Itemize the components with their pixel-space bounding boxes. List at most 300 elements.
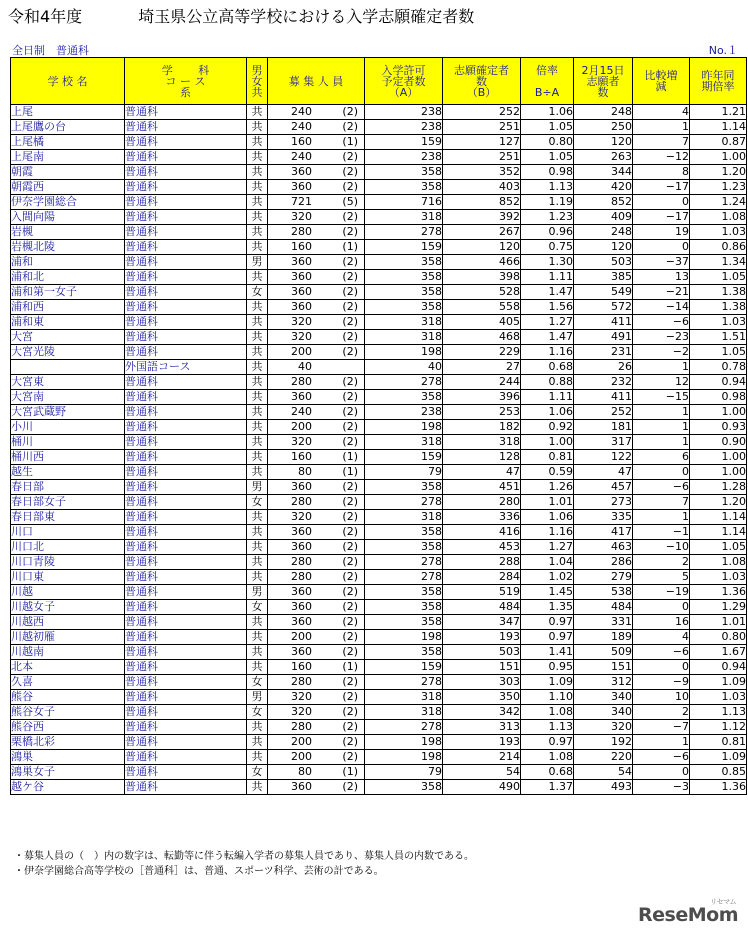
ratio: 1.05 bbox=[521, 120, 574, 135]
prev-ratio: 1.36 bbox=[690, 585, 747, 600]
diff-count: 4 bbox=[633, 105, 690, 120]
ratio: 1.16 bbox=[521, 525, 574, 540]
transfer-capacity: (2) bbox=[342, 375, 358, 388]
prev-ratio: 1.00 bbox=[690, 450, 747, 465]
prev-ratio: 1.14 bbox=[690, 525, 747, 540]
admit-count: 318 bbox=[365, 705, 443, 720]
capacity bbox=[268, 135, 365, 150]
course-name: 普通科 bbox=[125, 780, 247, 795]
ratio: 1.09 bbox=[521, 675, 574, 690]
admit-count: 278 bbox=[365, 555, 443, 570]
ratio: 1.13 bbox=[521, 180, 574, 195]
school-name: 浦和第一女子 bbox=[11, 285, 125, 300]
footnote: ・募集人員の（ ）内の数字は、転勤等に伴う転編入学者の募集人員であり、募集人員の内数である。 bbox=[14, 851, 474, 862]
school-name: 川越女子 bbox=[11, 600, 125, 615]
school-name: 小川 bbox=[11, 420, 125, 435]
course-name: 普通科 bbox=[125, 330, 247, 345]
applicant-count: 193 bbox=[443, 630, 521, 645]
course-name: 普通科 bbox=[125, 690, 247, 705]
course-name: 普通科 bbox=[125, 405, 247, 420]
capacity-value: 360 bbox=[291, 540, 312, 553]
admit-count: 358 bbox=[365, 285, 443, 300]
admit-count: 159 bbox=[365, 660, 443, 675]
ratio: 1.08 bbox=[521, 705, 574, 720]
admit-count: 358 bbox=[365, 165, 443, 180]
sex-type: 共 bbox=[247, 210, 268, 225]
applicant-count: 244 bbox=[443, 375, 521, 390]
table-row bbox=[11, 465, 747, 480]
sex-type: 共 bbox=[247, 180, 268, 195]
prev-ratio: 1.08 bbox=[690, 555, 747, 570]
sex-type: 共 bbox=[247, 195, 268, 210]
admit-count: 318 bbox=[365, 210, 443, 225]
diff-count: 4 bbox=[633, 630, 690, 645]
capacity bbox=[268, 540, 365, 555]
table-row bbox=[11, 345, 747, 360]
admit-count: 716 bbox=[365, 195, 443, 210]
transfer-capacity: (2) bbox=[342, 315, 358, 328]
logo-text: ReseMom bbox=[638, 904, 738, 926]
capacity-value: 360 bbox=[291, 165, 312, 178]
sex-type: 男 bbox=[247, 480, 268, 495]
prev-ratio: 1.03 bbox=[690, 315, 747, 330]
course-name: 普通科 bbox=[125, 165, 247, 180]
admit-count: 278 bbox=[365, 570, 443, 585]
diff-count: 12 bbox=[633, 375, 690, 390]
course-name: 外国語コース bbox=[125, 360, 247, 375]
school-name: 川越西 bbox=[11, 615, 125, 630]
capacity bbox=[268, 375, 365, 390]
ratio: 1.05 bbox=[521, 150, 574, 165]
transfer-capacity: (2) bbox=[342, 105, 358, 118]
capacity bbox=[268, 330, 365, 345]
capacity-value: 360 bbox=[291, 300, 312, 313]
capacity bbox=[268, 585, 365, 600]
diff-count: −19 bbox=[633, 585, 690, 600]
header-row bbox=[11, 58, 747, 105]
applicant-count: 350 bbox=[443, 690, 521, 705]
capacity-value: 40 bbox=[298, 360, 312, 373]
diff-count: −6 bbox=[633, 645, 690, 660]
feb15-count: 120 bbox=[574, 240, 633, 255]
table-row bbox=[11, 225, 747, 240]
transfer-capacity: (2) bbox=[342, 405, 358, 418]
ratio: 1.11 bbox=[521, 390, 574, 405]
admit-count: 318 bbox=[365, 330, 443, 345]
applicant-count: 182 bbox=[443, 420, 521, 435]
school-name bbox=[11, 360, 125, 375]
school-name: 岩槻北陵 bbox=[11, 240, 125, 255]
ratio: 1.27 bbox=[521, 540, 574, 555]
ratio: 0.59 bbox=[521, 465, 574, 480]
ratio: 1.04 bbox=[521, 555, 574, 570]
capacity bbox=[268, 105, 365, 120]
school-name: 大宮南 bbox=[11, 390, 125, 405]
capacity bbox=[268, 630, 365, 645]
diff-count: −3 bbox=[633, 780, 690, 795]
diff-count: 1 bbox=[633, 420, 690, 435]
col-school-header: 学 校 名 bbox=[11, 58, 125, 105]
capacity bbox=[268, 570, 365, 585]
ratio: 0.68 bbox=[521, 360, 574, 375]
sex-type: 共 bbox=[247, 540, 268, 555]
diff-count: −6 bbox=[633, 750, 690, 765]
capacity-value: 80 bbox=[298, 465, 312, 478]
school-name: 春日部 bbox=[11, 480, 125, 495]
applicant-count: 484 bbox=[443, 600, 521, 615]
school-name: 川越 bbox=[11, 585, 125, 600]
capacity bbox=[268, 240, 365, 255]
sex-type: 共 bbox=[247, 525, 268, 540]
sex-type: 女 bbox=[247, 495, 268, 510]
school-name: 川越初雁 bbox=[11, 630, 125, 645]
admit-count: 358 bbox=[365, 615, 443, 630]
applicant-count: 229 bbox=[443, 345, 521, 360]
transfer-capacity: (2) bbox=[342, 630, 358, 643]
school-name: 岩槻 bbox=[11, 225, 125, 240]
transfer-capacity: (2) bbox=[342, 690, 358, 703]
capacity-value: 280 bbox=[291, 720, 312, 733]
admit-count: 358 bbox=[365, 390, 443, 405]
admit-count: 79 bbox=[365, 765, 443, 780]
prev-ratio: 1.21 bbox=[690, 105, 747, 120]
page-title bbox=[8, 4, 474, 27]
prev-ratio: 1.01 bbox=[690, 615, 747, 630]
diff-count: 0 bbox=[633, 660, 690, 675]
sex-type: 共 bbox=[247, 465, 268, 480]
applicant-count: 451 bbox=[443, 480, 521, 495]
course-name: 普通科 bbox=[125, 630, 247, 645]
school-name: 浦和西 bbox=[11, 300, 125, 315]
diff-count: 0 bbox=[633, 765, 690, 780]
admit-count: 278 bbox=[365, 720, 443, 735]
course-name: 普通科 bbox=[125, 645, 247, 660]
sex-type: 共 bbox=[247, 300, 268, 315]
capacity-value: 200 bbox=[291, 345, 312, 358]
table-row bbox=[11, 270, 747, 285]
transfer-capacity: (2) bbox=[342, 345, 358, 358]
admit-count: 358 bbox=[365, 525, 443, 540]
course-name: 普通科 bbox=[125, 450, 247, 465]
transfer-capacity: (2) bbox=[342, 420, 358, 433]
transfer-capacity: (2) bbox=[342, 750, 358, 763]
school-name: 川越南 bbox=[11, 645, 125, 660]
applicant-count: 267 bbox=[443, 225, 521, 240]
table-row bbox=[11, 300, 747, 315]
capacity-value: 320 bbox=[291, 510, 312, 523]
feb15-count: 503 bbox=[574, 255, 633, 270]
diff-count: 0 bbox=[633, 465, 690, 480]
school-name: 浦和東 bbox=[11, 315, 125, 330]
prev-ratio: 0.80 bbox=[690, 630, 747, 645]
feb15-count: 286 bbox=[574, 555, 633, 570]
col-admit-header: 入学許可 予定者数 （A） bbox=[365, 58, 443, 105]
ratio: 0.92 bbox=[521, 420, 574, 435]
school-name: 熊谷西 bbox=[11, 720, 125, 735]
capacity-value: 200 bbox=[291, 630, 312, 643]
table-row bbox=[11, 540, 747, 555]
transfer-capacity: (2) bbox=[342, 735, 358, 748]
applicant-count: 503 bbox=[443, 645, 521, 660]
course-name: 普通科 bbox=[125, 705, 247, 720]
feb15-count: 463 bbox=[574, 540, 633, 555]
capacity-value: 320 bbox=[291, 690, 312, 703]
school-name: 大宮 bbox=[11, 330, 125, 345]
diff-count: 7 bbox=[633, 495, 690, 510]
sex-type: 共 bbox=[247, 510, 268, 525]
admit-count: 358 bbox=[365, 180, 443, 195]
applicant-count: 251 bbox=[443, 150, 521, 165]
diff-count: −10 bbox=[633, 540, 690, 555]
capacity bbox=[268, 675, 365, 690]
table-row bbox=[11, 315, 747, 330]
feb15-count: 491 bbox=[574, 330, 633, 345]
ratio: 1.47 bbox=[521, 285, 574, 300]
table-row bbox=[11, 660, 747, 675]
school-name: 川口青陵 bbox=[11, 555, 125, 570]
capacity-value: 240 bbox=[291, 150, 312, 163]
transfer-capacity: (1) bbox=[342, 465, 358, 478]
course-name: 普通科 bbox=[125, 735, 247, 750]
applicant-count: 392 bbox=[443, 210, 521, 225]
transfer-capacity: (2) bbox=[342, 435, 358, 448]
feb15-count: 409 bbox=[574, 210, 633, 225]
admit-count: 159 bbox=[365, 450, 443, 465]
sex-type: 共 bbox=[247, 345, 268, 360]
diff-count: −15 bbox=[633, 390, 690, 405]
school-name: 朝霞西 bbox=[11, 180, 125, 195]
capacity bbox=[268, 345, 365, 360]
sex-type: 女 bbox=[247, 705, 268, 720]
admit-count: 278 bbox=[365, 225, 443, 240]
ratio: 1.35 bbox=[521, 600, 574, 615]
diff-count: 10 bbox=[633, 690, 690, 705]
prev-ratio: 1.51 bbox=[690, 330, 747, 345]
applicant-count: 252 bbox=[443, 105, 521, 120]
ratio: 1.06 bbox=[521, 405, 574, 420]
diff-count: −7 bbox=[633, 720, 690, 735]
admit-count: 318 bbox=[365, 435, 443, 450]
table-row bbox=[11, 405, 747, 420]
table-row bbox=[11, 750, 747, 765]
sex-type: 共 bbox=[247, 330, 268, 345]
table-row bbox=[11, 420, 747, 435]
capacity bbox=[268, 765, 365, 780]
ratio: 1.06 bbox=[521, 510, 574, 525]
feb15-count: 317 bbox=[574, 435, 633, 450]
sex-type: 共 bbox=[247, 780, 268, 795]
applicant-count: 54 bbox=[443, 765, 521, 780]
feb15-count: 279 bbox=[574, 570, 633, 585]
transfer-capacity: (1) bbox=[342, 765, 358, 778]
prev-ratio: 1.00 bbox=[690, 150, 747, 165]
applicant-count: 288 bbox=[443, 555, 521, 570]
ratio: 0.88 bbox=[521, 375, 574, 390]
capacity bbox=[268, 735, 365, 750]
feb15-count: 248 bbox=[574, 105, 633, 120]
course-name: 普通科 bbox=[125, 255, 247, 270]
feb15-count: 312 bbox=[574, 675, 633, 690]
feb15-count: 331 bbox=[574, 615, 633, 630]
diff-count: 1 bbox=[633, 735, 690, 750]
admit-count: 358 bbox=[365, 300, 443, 315]
transfer-capacity: (2) bbox=[342, 555, 358, 568]
admit-count: 159 bbox=[365, 240, 443, 255]
admit-count: 159 bbox=[365, 135, 443, 150]
capacity bbox=[268, 720, 365, 735]
col-applicants-header: 志願確定者 数 （B） bbox=[443, 58, 521, 105]
sex-type: 共 bbox=[247, 645, 268, 660]
feb15-count: 232 bbox=[574, 375, 633, 390]
feb15-count: 572 bbox=[574, 300, 633, 315]
prev-ratio: 1.34 bbox=[690, 255, 747, 270]
table-row bbox=[11, 690, 747, 705]
table-row bbox=[11, 705, 747, 720]
course-name: 普通科 bbox=[125, 240, 247, 255]
table-row bbox=[11, 120, 747, 135]
ratio: 1.13 bbox=[521, 720, 574, 735]
col-feb15-header: 2月15日 志願者 数 bbox=[574, 58, 633, 105]
sex-type: 男 bbox=[247, 585, 268, 600]
applicant-count: 852 bbox=[443, 195, 521, 210]
admit-count: 358 bbox=[365, 600, 443, 615]
capacity bbox=[268, 315, 365, 330]
capacity bbox=[268, 600, 365, 615]
sex-type: 共 bbox=[247, 225, 268, 240]
capacity-value: 160 bbox=[291, 660, 312, 673]
transfer-capacity: (1) bbox=[342, 240, 358, 253]
sex-type: 共 bbox=[247, 315, 268, 330]
prev-ratio: 0.94 bbox=[690, 375, 747, 390]
applicant-count: 453 bbox=[443, 540, 521, 555]
sex-type: 共 bbox=[247, 750, 268, 765]
title-main: 埼玉県公立高等学校における入学志願確定者数 bbox=[138, 7, 475, 26]
page-number: No.１ bbox=[708, 44, 738, 57]
table-row bbox=[11, 645, 747, 660]
prev-ratio: 1.36 bbox=[690, 780, 747, 795]
prev-ratio: 1.28 bbox=[690, 480, 747, 495]
capacity bbox=[268, 150, 365, 165]
capacity-value: 280 bbox=[291, 570, 312, 583]
school-name: 上尾鷹の台 bbox=[11, 120, 125, 135]
capacity-value: 360 bbox=[291, 645, 312, 658]
ratio: 0.97 bbox=[521, 735, 574, 750]
course-name: 普通科 bbox=[125, 285, 247, 300]
col-ratio-header: 倍率 B÷A bbox=[521, 58, 574, 105]
capacity bbox=[268, 705, 365, 720]
ratio: 0.68 bbox=[521, 765, 574, 780]
transfer-capacity: (2) bbox=[342, 165, 358, 178]
capacity bbox=[268, 615, 365, 630]
school-name: 春日部東 bbox=[11, 510, 125, 525]
transfer-capacity: (2) bbox=[342, 615, 358, 628]
capacity-value: 160 bbox=[291, 135, 312, 148]
admit-count: 238 bbox=[365, 405, 443, 420]
school-name: 鴻巣女子 bbox=[11, 765, 125, 780]
ratio: 1.26 bbox=[521, 480, 574, 495]
capacity bbox=[268, 690, 365, 705]
capacity bbox=[268, 750, 365, 765]
prev-ratio: 1.13 bbox=[690, 705, 747, 720]
col-sex-header: 男 女 共 bbox=[247, 58, 268, 105]
applicant-count: 558 bbox=[443, 300, 521, 315]
capacity-value: 360 bbox=[291, 255, 312, 268]
ratio: 0.97 bbox=[521, 615, 574, 630]
feb15-count: 385 bbox=[574, 270, 633, 285]
admit-count: 278 bbox=[365, 495, 443, 510]
course-name: 普通科 bbox=[125, 510, 247, 525]
capacity-value: 240 bbox=[291, 105, 312, 118]
ratio: 1.45 bbox=[521, 585, 574, 600]
course-name: 普通科 bbox=[125, 150, 247, 165]
sex-type: 男 bbox=[247, 255, 268, 270]
transfer-capacity: (2) bbox=[342, 705, 358, 718]
applicant-count: 405 bbox=[443, 315, 521, 330]
applicant-count: 193 bbox=[443, 735, 521, 750]
sex-type: 共 bbox=[247, 240, 268, 255]
diff-count: 19 bbox=[633, 225, 690, 240]
capacity-value: 360 bbox=[291, 480, 312, 493]
prev-ratio: 1.08 bbox=[690, 210, 747, 225]
transfer-capacity: (2) bbox=[342, 480, 358, 493]
sex-type: 共 bbox=[247, 375, 268, 390]
school-name: 上尾 bbox=[11, 105, 125, 120]
school-name: 熊谷女子 bbox=[11, 705, 125, 720]
transfer-capacity: (2) bbox=[342, 510, 358, 523]
capacity-value: 360 bbox=[291, 525, 312, 538]
admit-count: 358 bbox=[365, 780, 443, 795]
feb15-count: 538 bbox=[574, 585, 633, 600]
admit-count: 278 bbox=[365, 675, 443, 690]
ratio: 1.10 bbox=[521, 690, 574, 705]
school-name: 春日部女子 bbox=[11, 495, 125, 510]
applicant-count: 313 bbox=[443, 720, 521, 735]
sex-type: 男 bbox=[247, 690, 268, 705]
ratio: 0.81 bbox=[521, 450, 574, 465]
prev-ratio: 0.87 bbox=[690, 135, 747, 150]
sex-type: 共 bbox=[247, 360, 268, 375]
transfer-capacity: (2) bbox=[342, 285, 358, 298]
capacity bbox=[268, 195, 365, 210]
applicant-count: 253 bbox=[443, 405, 521, 420]
sex-type: 共 bbox=[247, 135, 268, 150]
col-diff-header: 比較増 減 bbox=[633, 58, 690, 105]
feb15-count: 252 bbox=[574, 405, 633, 420]
feb15-count: 151 bbox=[574, 660, 633, 675]
sex-type: 共 bbox=[247, 720, 268, 735]
sex-type: 共 bbox=[247, 435, 268, 450]
capacity bbox=[268, 225, 365, 240]
prev-ratio: 1.03 bbox=[690, 225, 747, 240]
feb15-count: 340 bbox=[574, 690, 633, 705]
capacity bbox=[268, 450, 365, 465]
school-name: 熊谷 bbox=[11, 690, 125, 705]
sex-type: 女 bbox=[247, 600, 268, 615]
prev-ratio: 1.20 bbox=[690, 165, 747, 180]
sex-type: 共 bbox=[247, 105, 268, 120]
prev-ratio: 1.38 bbox=[690, 285, 747, 300]
sex-type: 共 bbox=[247, 615, 268, 630]
capacity-value: 360 bbox=[291, 615, 312, 628]
course-name: 普通科 bbox=[125, 300, 247, 315]
ratio: 1.41 bbox=[521, 645, 574, 660]
table-row bbox=[11, 165, 747, 180]
course-name: 普通科 bbox=[125, 540, 247, 555]
feb15-count: 335 bbox=[574, 510, 633, 525]
table-row bbox=[11, 615, 747, 630]
diff-count: −1 bbox=[633, 525, 690, 540]
capacity bbox=[268, 780, 365, 795]
